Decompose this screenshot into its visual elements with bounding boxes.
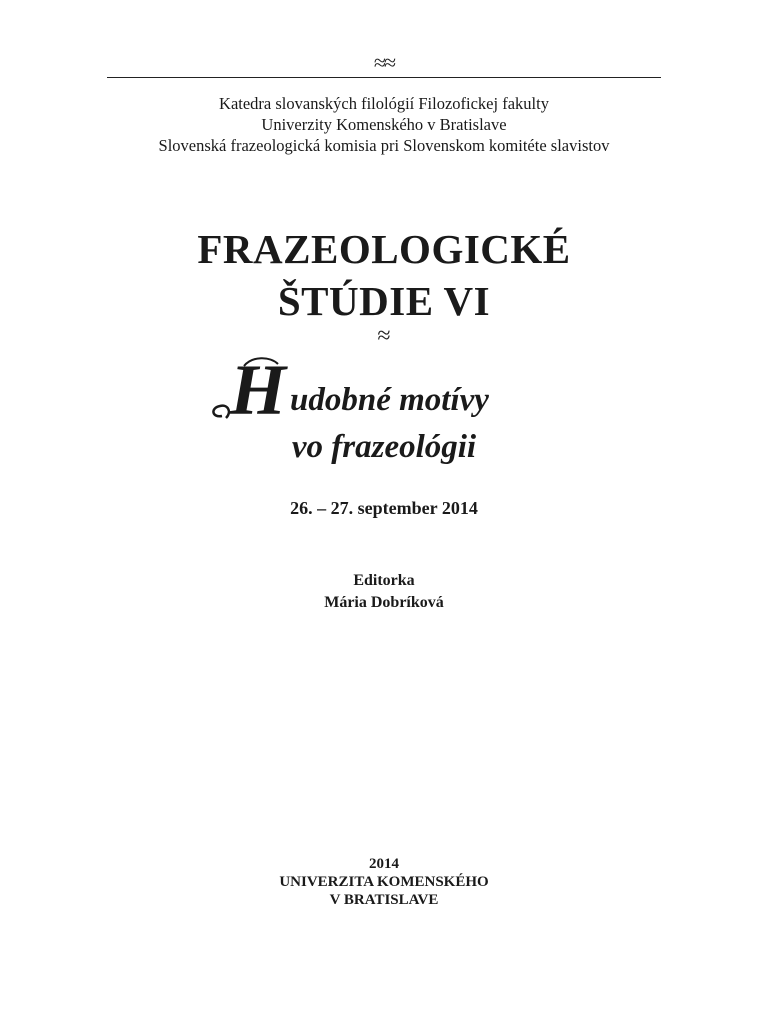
subtitle-block xyxy=(0,352,768,472)
editor-label: Editorka xyxy=(353,572,415,589)
main-title xyxy=(0,223,768,327)
top-divider xyxy=(107,77,661,78)
editor-name: Mária Dobríková xyxy=(324,594,444,611)
conference-dates: 26. – 27. september 2014 xyxy=(290,498,478,518)
institution-line: Katedra slovanských filológií Filozofickej fakulty xyxy=(219,94,549,113)
institutions-block xyxy=(0,93,768,156)
publication-year: 2014 xyxy=(369,856,399,872)
initial-flourish xyxy=(213,406,228,418)
publisher-block xyxy=(0,855,768,909)
subtitle-line: vo frazeológii xyxy=(291,429,477,465)
subtitle-line: udobné motívy xyxy=(290,382,489,418)
main-title-line: FRAZEOLOGICKÉ xyxy=(197,226,571,272)
editor-block xyxy=(0,570,768,614)
institution-line: Slovenská frazeologická komisia pri Slovenskom komitéte slavistov xyxy=(158,136,610,155)
top-ornament: ≈≈ xyxy=(373,50,395,75)
mid-ornament: ≈ xyxy=(377,323,391,349)
institution-line: Univerzity Komenského v Bratislave xyxy=(261,115,507,134)
publisher-city: V BRATISLAVE xyxy=(329,892,439,908)
publisher-name: UNIVERZITA KOMENSKÉHO xyxy=(279,874,489,890)
main-title-line: ŠTÚDIE VI xyxy=(277,278,491,324)
decorative-initial-letter: H xyxy=(229,352,287,430)
